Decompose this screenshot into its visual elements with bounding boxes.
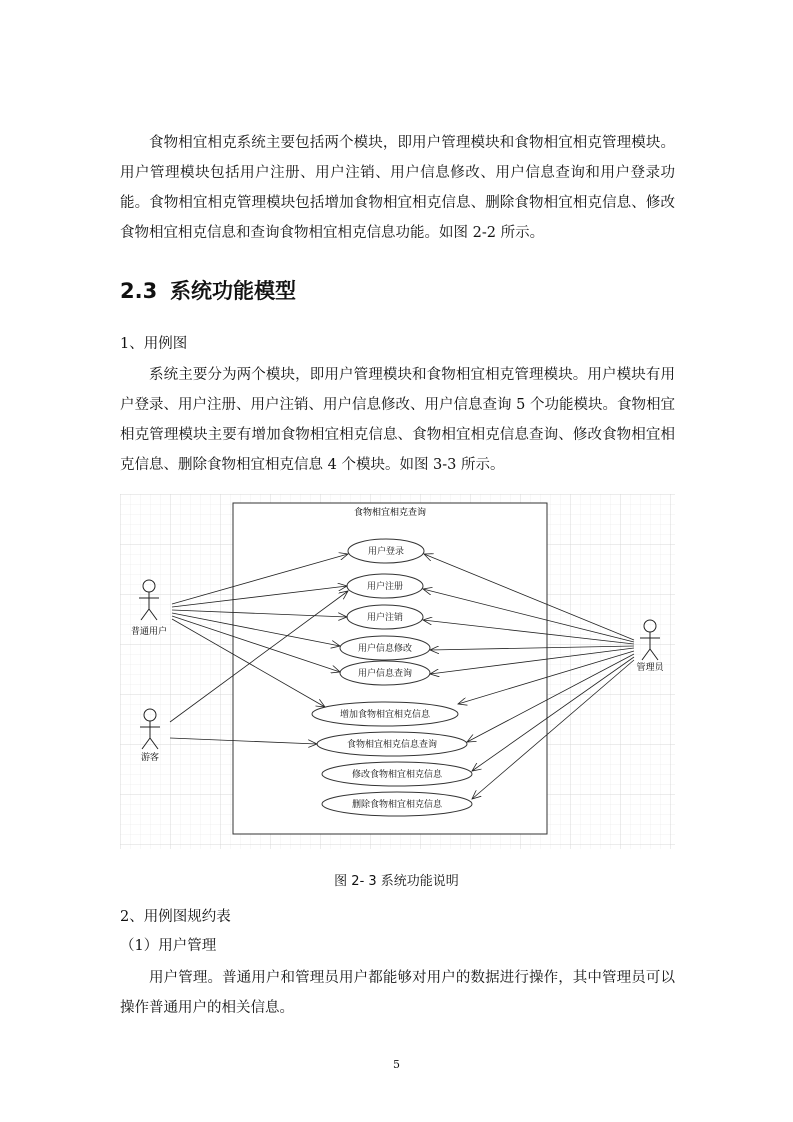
item-user-management: （1）用户管理 — [120, 938, 217, 954]
usecase-diagram — [120, 494, 675, 849]
section-title: 系统功能模型 — [170, 279, 296, 303]
usecase-diagram-figure — [120, 494, 675, 849]
actor-admin-label: 管理员 — [636, 663, 664, 673]
item-usecase-diagram: 1、用例图 — [120, 336, 188, 352]
user-management-paragraph: 用户管理。普通用户和管理员用户都能够对用户的数据进行操作，其中管理员可以操作普通用户的相关信息。 — [120, 970, 675, 1016]
usecase-login-label: 用户登录 — [367, 547, 405, 557]
item-spec-table: 2、用例图规约表 — [120, 909, 231, 925]
section-number: 2.3 — [120, 279, 158, 303]
system-title: 食物相宜相克查询 — [353, 508, 427, 518]
usecase-logout-label: 用户注销 — [366, 613, 404, 623]
actor-regular-user-label: 普通用户 — [130, 627, 168, 637]
usecase-query-info-label: 用户信息查询 — [357, 669, 413, 679]
usecase-delete-food-label: 删除食物相宜相克信息 — [351, 800, 443, 810]
figure-caption: 图 2- 3 系统功能说明 — [334, 874, 459, 889]
actor-visitor-label: 游客 — [140, 753, 160, 763]
usecase-description-paragraph: 系统主要分为两个模块，即用户管理模块和食物相宜相克管理模块。用户模块有用户登录、用户注册、用户注销、用户信息修改、用户信息查询 5 个功能模块。食物相宜相克管理模块主要有增加食物相宜相克信息、食物相宜相克信息查询、修改食物相宜相克信息、删除食物相宜相克信息 4 个模块。如图 3-3 所示。 — [120, 367, 675, 473]
usecase-query-food-label: 食物相宜相克信息查询 — [346, 740, 438, 750]
intro-paragraph: 食物相宜相克系统主要包括两个模块，即用户管理模块和食物相宜相克管理模块。用户管理模块包括用户注册、用户注销、用户信息修改、用户信息查询和用户登录功能。食物相宜相克管理模块包括增加食物相宜相克信息、删除食物相宜相克信息、修改食物相宜相克信息和查询食物相宜相克信息功能。如图 2-2 所示。 — [120, 135, 675, 241]
page-number: 5 — [393, 1058, 400, 1071]
usecase-modify-info-label: 用户信息修改 — [357, 644, 413, 654]
usecase-register-label: 用户注册 — [366, 582, 404, 592]
usecase-modify-food-label: 修改食物相宜相克信息 — [351, 770, 443, 780]
usecase-add-food-label: 增加食物相宜相克信息 — [339, 710, 431, 720]
section-heading — [120, 277, 296, 305]
